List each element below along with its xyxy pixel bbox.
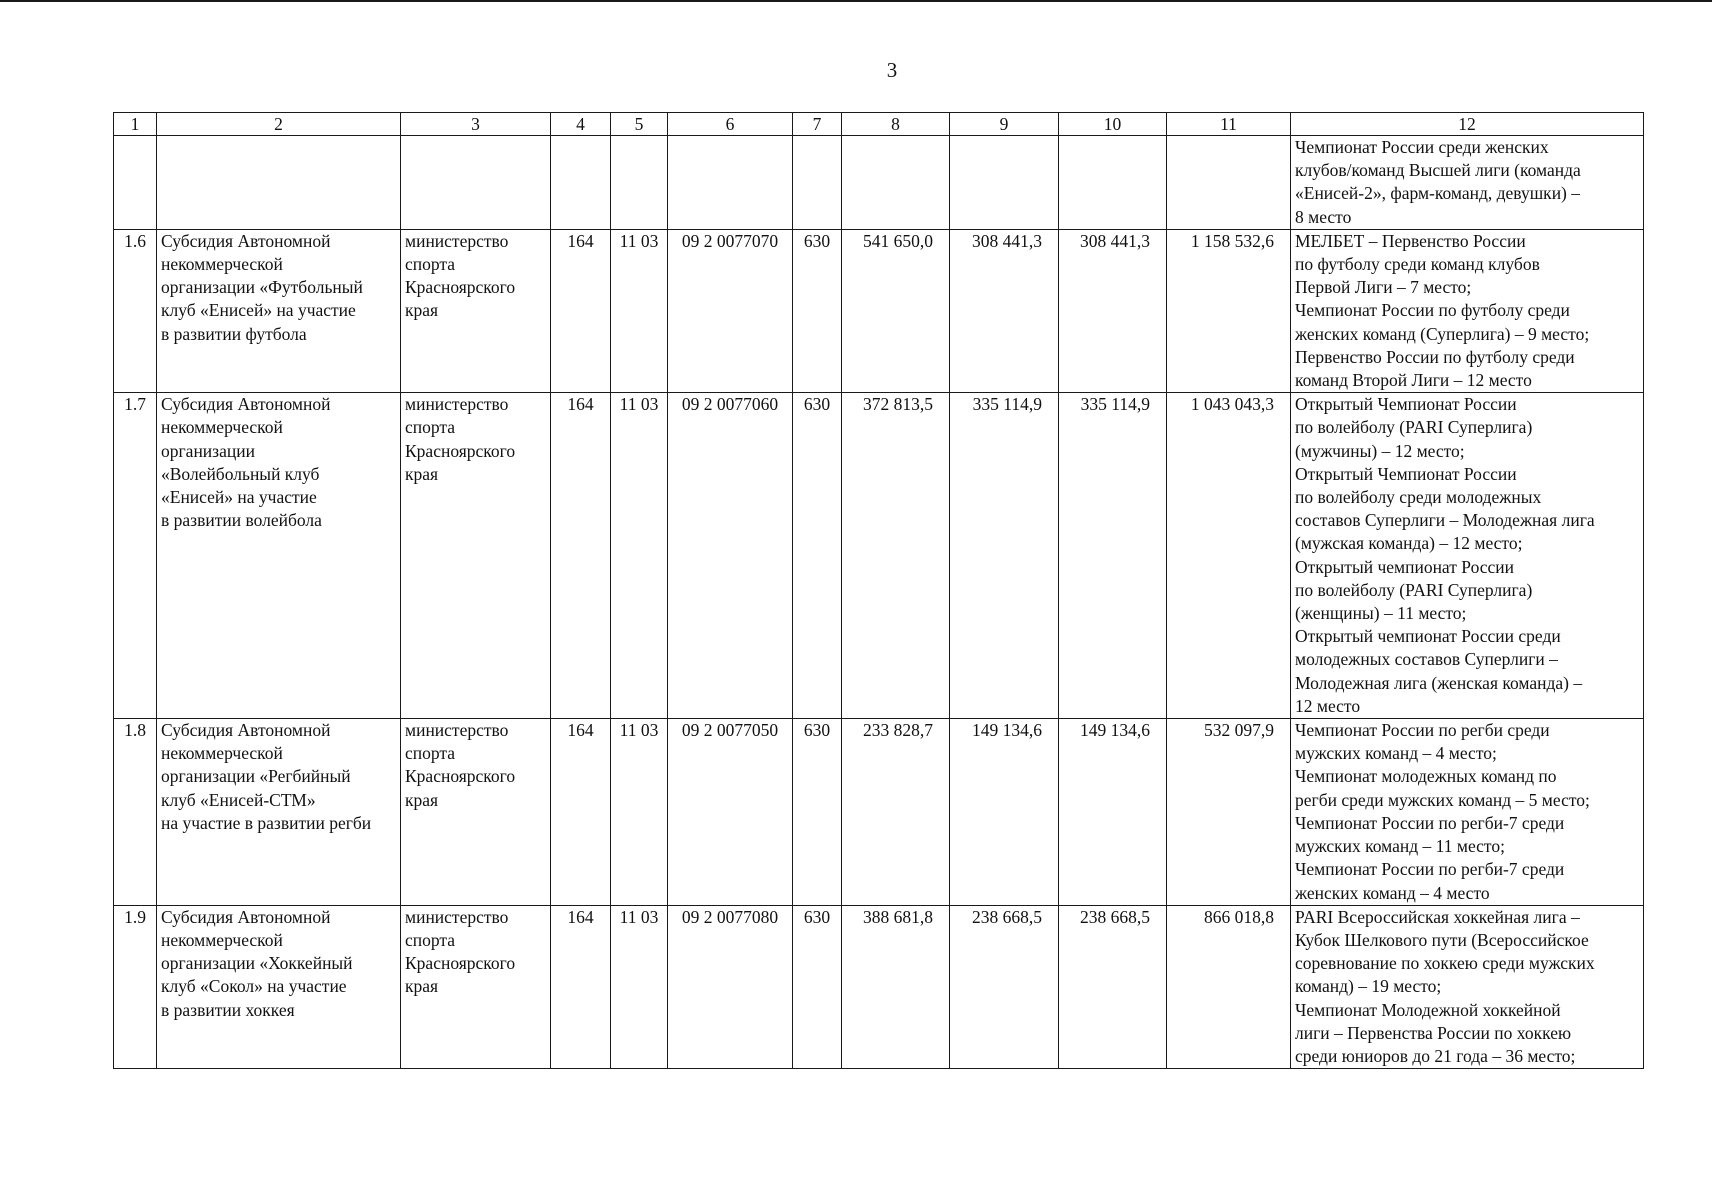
- code-ministry: 164: [551, 393, 611, 719]
- cell-col11: [1167, 136, 1291, 230]
- amount-year-1: 388 681,8: [842, 905, 950, 1068]
- cell-col4: [551, 136, 611, 230]
- recipient-name-line: некоммерческой: [161, 254, 283, 275]
- code-section: 11 03: [611, 393, 668, 719]
- result-line: (мужская команда) – 12 место;: [1295, 533, 1523, 554]
- result-line: женских команд (Суперлига) – 9 место;: [1295, 323, 1590, 344]
- result-line: Открытый чемпионат России среди: [1295, 626, 1561, 647]
- top-border-line: [0, 0, 1712, 2]
- cell-col10: [1059, 136, 1167, 230]
- ministry-line: Красноярского: [405, 953, 516, 974]
- amount-year-3: 308 441,3: [1059, 229, 1167, 392]
- table-row: [114, 719, 1644, 906]
- header-cell-col7: 7: [793, 113, 842, 136]
- result-cell: [1291, 229, 1644, 392]
- result-line: соревнование по хоккею среди мужских: [1295, 953, 1595, 974]
- recipient-name-line: некоммерческой: [161, 929, 283, 950]
- code-target-article: 09 2 0077060: [668, 393, 793, 719]
- recipient-name-line: в развитии футбола: [161, 323, 307, 344]
- result-line: PARI Всероссийская хоккейная лига –: [1295, 906, 1580, 927]
- cell-col6: [668, 136, 793, 230]
- row-number: 1.6: [114, 229, 157, 392]
- recipient-name-line: организации: [161, 440, 255, 461]
- result-line: Кубок Шелкового пути (Всероссийское: [1295, 929, 1589, 950]
- ministry-line: Красноярского: [405, 277, 516, 298]
- recipient-name-line: Субсидия Автономной: [161, 394, 331, 415]
- code-section: 11 03: [611, 229, 668, 392]
- result-line: команд Второй Лиги – 12 место: [1295, 370, 1532, 391]
- result-line: (женщины) – 11 место;: [1295, 603, 1467, 624]
- recipient-name-line: на участие в развитии регби: [161, 812, 372, 833]
- recipient-name-line: клуб «Енисей-СТМ»: [161, 789, 316, 810]
- recipient-name-line: некоммерческой: [161, 417, 283, 438]
- result-line: Открытый Чемпионат России: [1295, 394, 1517, 415]
- amount-year-2: 335 114,9: [950, 393, 1059, 719]
- cell-col7: [793, 136, 842, 230]
- recipient-name-line: клуб «Енисей» на участие: [161, 300, 356, 321]
- result-line: по волейболу среди молодежных: [1295, 487, 1542, 508]
- amount-year-1: 541 650,0: [842, 229, 950, 392]
- code-expense-type: 630: [793, 229, 842, 392]
- result-cell: [1291, 719, 1644, 906]
- ministry-line: министерство: [405, 230, 509, 251]
- result-line: «Енисей-2», фарм-команд, девушки) –: [1295, 183, 1581, 204]
- header-cell-col9: 9: [950, 113, 1059, 136]
- cell-col1: [114, 136, 157, 230]
- recipient-name-line: «Енисей» на участие: [161, 487, 317, 508]
- amount-year-3: 149 134,6: [1059, 719, 1167, 906]
- result-line: по футболу среди команд клубов: [1295, 254, 1540, 275]
- header-cell-col6: 6: [668, 113, 793, 136]
- amount-year-3: 335 114,9: [1059, 393, 1167, 719]
- amount-total: 1 158 532,6: [1167, 229, 1291, 392]
- header-cell-col3: 3: [401, 113, 551, 136]
- result-line: Чемпионат Молодежной хоккейной: [1295, 999, 1561, 1020]
- ministry-line: Красноярского: [405, 766, 516, 787]
- header-cell-col8: 8: [842, 113, 950, 136]
- header-cell-col11: 11: [1167, 113, 1291, 136]
- table-body: [114, 136, 1644, 1069]
- cell-col8: [842, 136, 950, 230]
- ministry-line: края: [405, 789, 439, 810]
- table-row: [114, 905, 1644, 1068]
- amount-total: 532 097,9: [1167, 719, 1291, 906]
- continuation-result-cell: [1291, 136, 1644, 230]
- ministry-line: края: [405, 300, 439, 321]
- result-line: Молодежная лига (женская команда) –: [1295, 672, 1583, 693]
- recipient-name-line: организации «Регбийный: [161, 766, 351, 787]
- table-row: [114, 393, 1644, 719]
- code-expense-type: 630: [793, 393, 842, 719]
- ministry-line: края: [405, 463, 439, 484]
- header-row: [114, 113, 1644, 136]
- ministry-cell: [401, 905, 551, 1068]
- result-line: по волейболу (PARI Суперлига): [1295, 579, 1533, 600]
- table-row: [114, 229, 1644, 392]
- ministry-line: Красноярского: [405, 440, 516, 461]
- result-line: МЕЛБЕТ – Первенство России: [1295, 230, 1526, 251]
- code-target-article: 09 2 0077050: [668, 719, 793, 906]
- ministry-line: министерство: [405, 720, 509, 741]
- recipient-name-line: Субсидия Автономной: [161, 906, 331, 927]
- recipient-name-cell: [157, 719, 401, 906]
- amount-year-2: 238 668,5: [950, 905, 1059, 1068]
- result-line: команд) – 19 место;: [1295, 976, 1442, 997]
- result-line: Чемпионат России по регби-7 среди: [1295, 859, 1565, 880]
- amount-year-1: 372 813,5: [842, 393, 950, 719]
- recipient-name-line: в развитии волейбола: [161, 510, 322, 531]
- ministry-line: края: [405, 976, 439, 997]
- amount-year-2: 308 441,3: [950, 229, 1059, 392]
- result-line: Чемпионат молодежных команд по: [1295, 766, 1557, 787]
- result-cell: [1291, 905, 1644, 1068]
- result-line: регби среди мужских команд – 5 место;: [1295, 789, 1590, 810]
- result-line: клубов/команд Высшей лиги (команда: [1295, 160, 1581, 181]
- ministry-cell: [401, 229, 551, 392]
- amount-year-3: 238 668,5: [1059, 905, 1167, 1068]
- table-header: [114, 113, 1644, 136]
- result-line: Чемпионат России по регби среди: [1295, 720, 1550, 741]
- recipient-name-line: Субсидия Автономной: [161, 720, 331, 741]
- code-section: 11 03: [611, 719, 668, 906]
- recipient-name-line: организации «Футбольный: [161, 277, 363, 298]
- result-line: 12 место: [1295, 695, 1361, 716]
- amount-total: 866 018,8: [1167, 905, 1291, 1068]
- amount-year-1: 233 828,7: [842, 719, 950, 906]
- code-ministry: 164: [551, 229, 611, 392]
- ministry-line: спорта: [405, 743, 456, 764]
- row-number: 1.9: [114, 905, 157, 1068]
- code-ministry: 164: [551, 719, 611, 906]
- ministry-cell: [401, 719, 551, 906]
- header-cell-col1: 1: [114, 113, 157, 136]
- amount-total: 1 043 043,3: [1167, 393, 1291, 719]
- result-line: среди юниоров до 21 года – 36 место;: [1295, 1045, 1576, 1066]
- code-ministry: 164: [551, 905, 611, 1068]
- recipient-name-cell: [157, 393, 401, 719]
- row-number: 1.7: [114, 393, 157, 719]
- budget-table: [113, 112, 1644, 1069]
- result-line: Чемпионат России среди женских: [1295, 137, 1549, 157]
- header-cell-col5: 5: [611, 113, 668, 136]
- result-line: мужских команд – 4 место;: [1295, 743, 1497, 764]
- amount-year-2: 149 134,6: [950, 719, 1059, 906]
- ministry-cell: [401, 393, 551, 719]
- ministry-line: спорта: [405, 417, 456, 438]
- header-cell-col12: 12: [1291, 113, 1644, 136]
- recipient-name-line: некоммерческой: [161, 743, 283, 764]
- cell-col9: [950, 136, 1059, 230]
- recipient-name-line: в развитии хоккея: [161, 999, 295, 1020]
- result-line: 8 место: [1295, 206, 1352, 227]
- continuation-row: [114, 136, 1644, 230]
- ministry-line: спорта: [405, 929, 456, 950]
- code-target-article: 09 2 0077080: [668, 905, 793, 1068]
- header-cell-col4: 4: [551, 113, 611, 136]
- cell-col3: [401, 136, 551, 230]
- code-expense-type: 630: [793, 719, 842, 906]
- header-cell-col10: 10: [1059, 113, 1167, 136]
- ministry-line: министерство: [405, 906, 509, 927]
- result-line: молодежных составов Суперлиги –: [1295, 649, 1558, 670]
- result-line: Чемпионат России по футболу среди: [1295, 300, 1570, 321]
- cell-col5: [611, 136, 668, 230]
- ministry-line: министерство: [405, 394, 509, 415]
- result-line: составов Суперлиги – Молодежная лига: [1295, 510, 1595, 531]
- result-cell: [1291, 393, 1644, 719]
- code-expense-type: 630: [793, 905, 842, 1068]
- result-line: (мужчины) – 12 место;: [1295, 440, 1465, 461]
- result-line: Первенство России по футболу среди: [1295, 346, 1575, 367]
- result-line: мужских команд – 11 место;: [1295, 836, 1505, 857]
- ministry-line: спорта: [405, 254, 456, 275]
- header-cell-col2: 2: [157, 113, 401, 136]
- recipient-name-line: Субсидия Автономной: [161, 230, 331, 251]
- recipient-name-line: «Волейбольный клуб: [161, 463, 320, 484]
- result-line: Первой Лиги – 7 место;: [1295, 277, 1472, 298]
- result-line: Чемпионат России по регби-7 среди: [1295, 812, 1565, 833]
- result-line: по волейболу (PARI Суперлига): [1295, 417, 1533, 438]
- result-line: Открытый чемпионат России: [1295, 556, 1515, 577]
- recipient-name-cell: [157, 905, 401, 1068]
- recipient-name-line: клуб «Сокол» на участие: [161, 976, 347, 997]
- recipient-name-cell: [157, 229, 401, 392]
- recipient-name-line: организации «Хоккейный: [161, 953, 353, 974]
- code-section: 11 03: [611, 905, 668, 1068]
- code-target-article: 09 2 0077070: [668, 229, 793, 392]
- result-line: Открытый Чемпионат России: [1295, 463, 1517, 484]
- cell-col2: [157, 136, 401, 230]
- result-line: лиги – Первенства России по хоккею: [1295, 1022, 1572, 1043]
- result-line: женских команд – 4 место: [1295, 882, 1490, 903]
- row-number: 1.8: [114, 719, 157, 906]
- page-number: 3: [886, 58, 898, 82]
